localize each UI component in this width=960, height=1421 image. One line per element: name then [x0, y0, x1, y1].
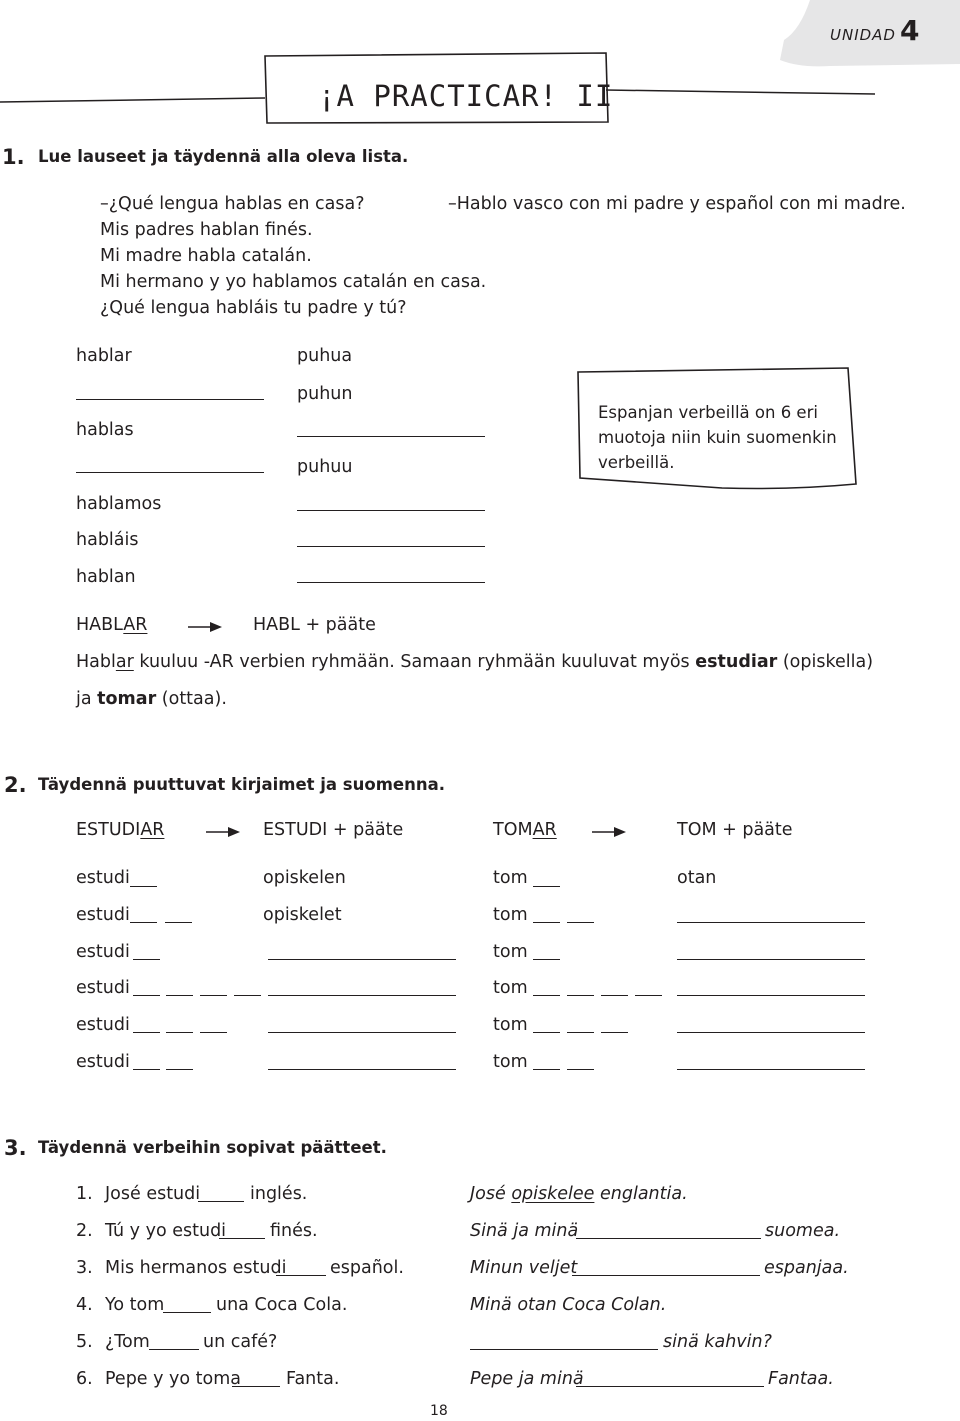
- item-number: 6.: [76, 1369, 93, 1389]
- translation-blank[interactable]: [576, 1386, 764, 1387]
- exercise-3-number: 3.: [4, 1136, 27, 1160]
- rule-left: [76, 615, 147, 635]
- translation-blank[interactable]: [470, 1349, 658, 1350]
- tomar-ending: AR: [532, 820, 557, 840]
- dialog-line: Mis padres hablan finés.: [100, 220, 313, 240]
- blank-line[interactable]: [76, 399, 264, 400]
- item-text-a: Mis hermanos estudi: [105, 1258, 287, 1278]
- rule-left-ending: AR: [123, 615, 148, 635]
- translation-blank[interactable]: [268, 995, 456, 996]
- letter-blank[interactable]: [133, 995, 160, 996]
- item-fi-end: Fantaa.: [768, 1369, 834, 1389]
- exercise-2-number: 2.: [4, 773, 27, 797]
- estudi-stem: estudi: [76, 905, 130, 925]
- estudiar-ending: AR: [140, 820, 165, 840]
- dialog-line: Mi hermano y yo hablamos catalán en casa.: [100, 272, 487, 292]
- tom-stem: tom: [493, 905, 528, 925]
- item-fi-underlined: opiskelee: [511, 1184, 595, 1204]
- translation-blank[interactable]: [677, 959, 865, 960]
- item-text-b: Fanta.: [286, 1369, 340, 1389]
- translation-blank[interactable]: [677, 1069, 865, 1070]
- estudiar-stem: ESTUDI: [76, 820, 141, 840]
- item-number: 5.: [76, 1332, 93, 1352]
- note-line: Espanjan verbeillä on 6 eri: [598, 403, 818, 422]
- item-fi-end: sinä kahvin?: [663, 1332, 772, 1352]
- letter-blank[interactable]: [130, 886, 157, 887]
- item-text-b: un café?: [203, 1332, 278, 1352]
- item-text-a: José estudi: [105, 1184, 201, 1204]
- expl2-b: tomar: [97, 689, 157, 709]
- item-fi: [470, 1184, 688, 1204]
- estudiar-rule: ESTUDI + pääte: [263, 820, 404, 840]
- letter-blank[interactable]: [567, 922, 594, 923]
- note-line: verbeillä.: [598, 453, 675, 472]
- verb-form-fi: puhua: [297, 346, 353, 366]
- item-text-a: Yo tom: [105, 1295, 165, 1315]
- verb-form-es: hablamos: [76, 494, 162, 514]
- expl-d: estudiar: [695, 652, 778, 672]
- item-fi-b: englantia.: [594, 1184, 688, 1204]
- blank-line[interactable]: [76, 472, 264, 473]
- verb-form-es: hablar: [76, 346, 132, 366]
- explanation-line-1: [76, 652, 873, 672]
- page-number: 18: [430, 1403, 448, 1419]
- item-text-b: finés.: [270, 1221, 318, 1241]
- letter-blank[interactable]: [567, 1069, 594, 1070]
- expl-a: Habl: [76, 652, 116, 672]
- page-title: ¡A PRACTICAR! II: [318, 79, 614, 113]
- ending-blank[interactable]: [219, 1238, 265, 1239]
- translation-blank[interactable]: [677, 1032, 865, 1033]
- item-text-a: Pepe y yo toma: [105, 1369, 242, 1389]
- unit-label: [830, 26, 896, 44]
- item-fi-a: José: [470, 1184, 512, 1204]
- letter-blank[interactable]: [533, 995, 560, 996]
- explanation-line-2: [76, 689, 227, 709]
- expl-c: kuuluu -AR verbien ryhmään. Samaan ryhmään kuuluvat myös: [133, 652, 696, 672]
- note-line: muotoja niin kuin suomenkin: [598, 428, 837, 447]
- ending-blank[interactable]: [163, 1312, 211, 1313]
- unit-number: 4: [900, 14, 920, 47]
- letter-blank[interactable]: [130, 922, 157, 923]
- dialog-line: Mi madre habla catalán.: [100, 246, 312, 266]
- item-number: 3.: [76, 1258, 93, 1278]
- item-text-a: ¿Tom: [105, 1332, 150, 1352]
- item-text-b: una Coca Cola.: [216, 1295, 348, 1315]
- ending-blank[interactable]: [232, 1386, 280, 1387]
- blank-line[interactable]: [297, 546, 485, 547]
- dialog-reply: –Hablo vasco con mi padre y español con mi madre.: [448, 194, 906, 214]
- translation-blank[interactable]: [576, 1238, 761, 1239]
- estudi-stem: estudi: [76, 978, 130, 998]
- tomar-stem: TOM: [493, 820, 533, 840]
- letter-blank[interactable]: [200, 1032, 227, 1033]
- tom-stem: tom: [493, 978, 528, 998]
- item-number: 1.: [76, 1184, 93, 1204]
- letter-blank[interactable]: [166, 995, 193, 996]
- exercise-3-instruction: Täydennä verbeihin sopivat päätteet.: [38, 1138, 387, 1157]
- ending-blank[interactable]: [276, 1275, 326, 1276]
- dialog-line: ¿Qué lengua habláis tu padre y tú?: [100, 298, 407, 318]
- item-fi-a: Pepe ja minä: [470, 1369, 584, 1389]
- letter-blank[interactable]: [133, 1069, 160, 1070]
- blank-line[interactable]: [297, 510, 485, 511]
- translation-es: opiskelet: [263, 905, 342, 925]
- verb-form-es: habláis: [76, 530, 139, 550]
- ending-blank[interactable]: [149, 1349, 199, 1350]
- letter-blank[interactable]: [567, 1032, 594, 1033]
- letter-blank[interactable]: [133, 959, 160, 960]
- blank-line[interactable]: [297, 436, 485, 437]
- exercise-1-number: 1.: [2, 145, 25, 169]
- exercise-2-instruction: Täydennä puuttuvat kirjaimet ja suomenna.: [38, 775, 445, 794]
- expl-e: (opiskella): [777, 652, 874, 672]
- translation-blank[interactable]: [268, 959, 456, 960]
- expl2-a: ja: [76, 689, 98, 709]
- arrow-right-icon: [592, 825, 628, 839]
- item-fi-a: Sinä ja minä: [470, 1221, 579, 1241]
- verb-form-fi: puhuu: [297, 457, 353, 477]
- translation-es: opiskelen: [263, 868, 346, 888]
- tom-stem: tom: [493, 942, 528, 962]
- letter-blank[interactable]: [635, 995, 662, 996]
- rule-right: HABL + pääte: [253, 615, 376, 635]
- tomar-rule: TOM + pääte: [677, 820, 793, 840]
- verb-form-es: hablan: [76, 567, 136, 587]
- item-text-b: español.: [330, 1258, 404, 1278]
- tom-stem: tom: [493, 1015, 528, 1035]
- tomar-head: [493, 820, 557, 840]
- letter-blank[interactable]: [166, 1069, 193, 1070]
- arrow-right-icon: [188, 620, 224, 634]
- estudi-stem: estudi: [76, 1052, 130, 1072]
- estudiar-head: [76, 820, 164, 840]
- item-number: 4.: [76, 1295, 93, 1315]
- arrow-right-icon: [206, 825, 242, 839]
- letter-blank[interactable]: [165, 922, 192, 923]
- verb-form-es: hablas: [76, 420, 134, 440]
- letter-blank[interactable]: [533, 1032, 560, 1033]
- letter-blank[interactable]: [601, 995, 628, 996]
- item-fi-a: Minun veljet: [470, 1258, 578, 1278]
- unit-label-text: UNIDAD: [830, 26, 896, 44]
- tom-stem: tom: [493, 868, 528, 888]
- note-text: [598, 400, 837, 475]
- translation-blank[interactable]: [268, 1032, 456, 1033]
- translation-blank[interactable]: [268, 1069, 456, 1070]
- letter-blank[interactable]: [533, 922, 560, 923]
- blank-line[interactable]: [297, 582, 485, 583]
- ending-blank[interactable]: [198, 1201, 244, 1202]
- item-number: 2.: [76, 1221, 93, 1241]
- verb-form-fi: puhun: [297, 384, 353, 404]
- letter-blank[interactable]: [533, 959, 560, 960]
- item-text-a: Tú y yo estudi: [105, 1221, 227, 1241]
- item-fi-a: Minä otan Coca Colan.: [470, 1295, 667, 1315]
- item-fi-end: espanjaa.: [764, 1258, 849, 1278]
- item-text-b: inglés.: [250, 1184, 308, 1204]
- translation-blank[interactable]: [572, 1275, 760, 1276]
- expl-b: ar: [115, 652, 134, 672]
- letter-blank[interactable]: [200, 995, 227, 996]
- rule-left-stem: HABL: [76, 615, 124, 635]
- dialog-line: –¿Qué lengua hablas en casa?: [100, 194, 365, 214]
- letter-blank[interactable]: [601, 1032, 628, 1033]
- estudi-stem: estudi: [76, 1015, 130, 1035]
- translation-tom: otan: [677, 868, 717, 888]
- translation-blank[interactable]: [677, 995, 865, 996]
- letter-blank[interactable]: [133, 1032, 160, 1033]
- letter-blank[interactable]: [533, 1069, 560, 1070]
- exercise-1-instruction: Lue lauseet ja täydennä alla oleva lista.: [38, 147, 409, 166]
- letter-blank[interactable]: [533, 886, 560, 887]
- expl2-c: (ottaa).: [156, 689, 227, 709]
- tom-stem: tom: [493, 1052, 528, 1072]
- estudi-stem: estudi: [76, 868, 130, 888]
- translation-blank[interactable]: [677, 922, 865, 923]
- item-fi-end: suomea.: [765, 1221, 841, 1241]
- letter-blank[interactable]: [234, 995, 261, 996]
- letter-blank[interactable]: [166, 1032, 193, 1033]
- estudi-stem: estudi: [76, 942, 130, 962]
- letter-blank[interactable]: [567, 995, 594, 996]
